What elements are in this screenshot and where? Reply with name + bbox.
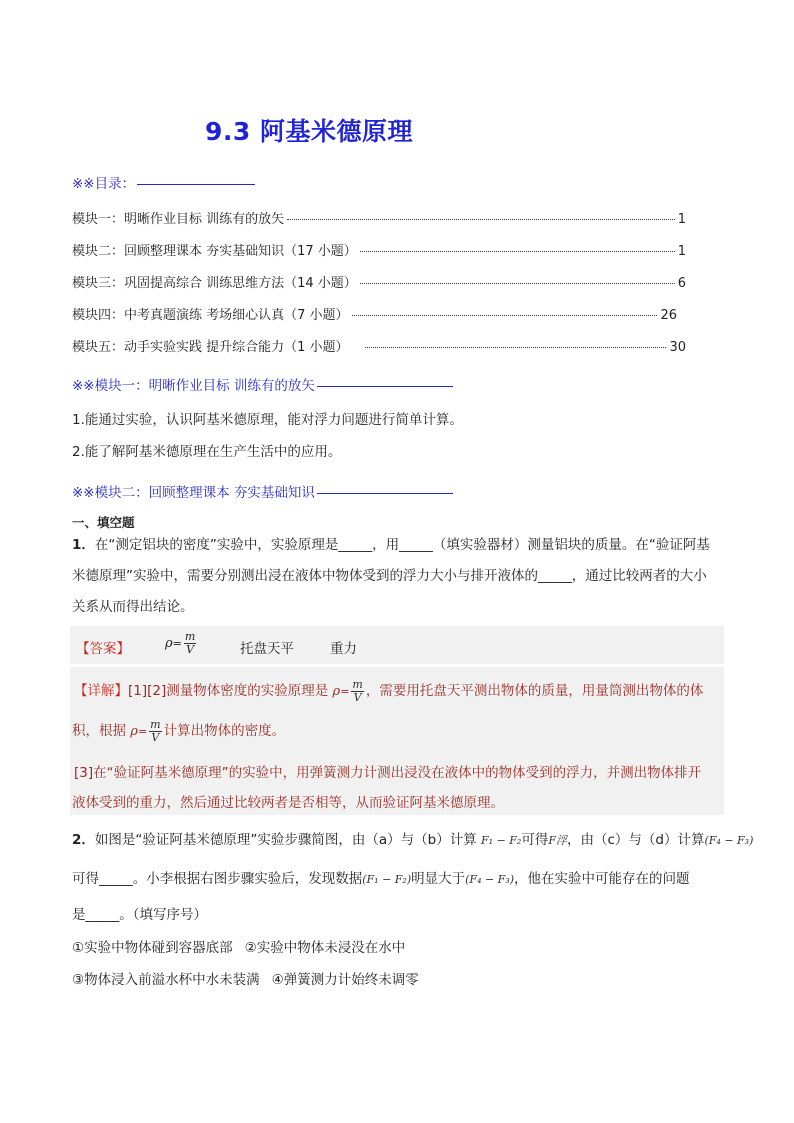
heading-rule <box>317 493 453 494</box>
goal-1: 1.能通过实验，认识阿基米德原理，能对浮力问题进行简单计算。 <box>72 412 463 428</box>
detail-formula: ρ= $\frac{m}{V}$ <box>130 718 161 744</box>
answer-2: 托盘天平 <box>240 641 294 657</box>
answer-box <box>70 626 724 664</box>
option-3: ③物体浸入前溢水杯中水未装满 <box>72 972 260 988</box>
dot-leader <box>287 219 675 220</box>
page-title: 9.3 阿基米德原理 <box>205 117 413 146</box>
goal-2: 2.能了解阿基米德原理在生产生活中的应用。 <box>72 444 342 460</box>
formula-f1-f2-paren: (F₁ − F₂) <box>362 873 412 886</box>
answer-formula: ρ= $\frac{m}{V}$ <box>165 630 196 656</box>
module2-heading: ※※模块二：回顾整理课本 夯实基础知识 <box>72 481 453 501</box>
detail-formula: ρ= $\frac{m}{V}$ <box>332 678 363 704</box>
formula-f4-f3-paren: (F₄ − F₃) <box>465 873 515 886</box>
answer-3: 重力 <box>330 641 357 657</box>
option-4: ④弹簧测力计始终未调零 <box>271 972 419 988</box>
question-1: 1．在“测定铝块的密度”实验中，实验原理是_____，用_____（填实验器材）测量铝块的质量。在“验证阿基 米德原理”实验中，需要分别测出浸在液体中物体受到的浮力大小与排开液体的_____，通过比较两者的大小 关系从而得出结论。 <box>72 537 710 615</box>
detail-line-4: 液体受到的重力，然后通过比较两者是否相等，从而验证阿基米德原理。 <box>72 795 504 811</box>
detail-line-3: [3]在“验证阿基米德原理”的实验中，用弹簧测力计测出浸没在液体中的物体受到的浮力，并测出物体排开 <box>74 765 702 781</box>
formula-f4-f3: (F₄ − F₃) <box>704 834 754 847</box>
question-2: 2．如图是“验证阿基米德原理”实验步骤简图，由（a）与（b）计算 F₁ − F₂可得F浮，由（c）与（d）计算(F₄ − F₃) 可得_____。小李根据右图步骤实验后，发现数据(F₁ − F₂)明显大于(F₄ − F₃)，他在实验中可能存在的问题 是_____。（填写序号） ①实验中物体碰到容器底部 ②实验中物体未浸没在水中 ③物体浸入前溢水杯中水未装满 ④弹簧测力计始终未调零 <box>72 832 754 988</box>
detail-line-2: 积，根据 ρ= $\frac{m}{V}$ 计算出物体的密度。 <box>72 718 286 744</box>
detail-label: 【详解】 <box>74 683 128 699</box>
option-1: ①实验中物体碰到容器底部 <box>72 940 233 956</box>
dot-leader <box>360 283 675 284</box>
toc-item-4[interactable]: 模块四：中考真题演练 考场细心认真（7 小题） 26 <box>72 308 677 323</box>
detail-box <box>70 667 724 815</box>
heading-rule <box>137 184 255 185</box>
toc-item-1[interactable]: 模块一：明晰作业目标 训练有的放矢 1 <box>72 212 686 227</box>
dot-leader <box>360 251 675 252</box>
module1-heading: ※※模块一：明晰作业目标 训练有的放矢 <box>72 374 453 394</box>
toc-item-3[interactable]: 模块三：巩固提高综合 训练思维方法（14 小题） 6 <box>72 276 686 291</box>
toc-heading: ※※目录： <box>72 172 255 192</box>
dot-leader <box>352 315 658 316</box>
dot-leader <box>365 347 667 348</box>
toc-item-2[interactable]: 模块二：回顾整理课本 夯实基础知识（17 小题） 1 <box>72 244 686 259</box>
option-2: ②实验中物体未浸没在水中 <box>244 940 406 956</box>
formula-f-buoyancy: F浮 <box>548 834 567 847</box>
heading-rule <box>317 386 453 387</box>
toc-item-5[interactable]: 模块五：动手实验实践 提升综合能力（1 小题） 30 <box>72 340 686 355</box>
question-number: 1． <box>72 537 95 553</box>
detail-line-1: 【详解】[1][2]测量物体密度的实验原理是 ρ= $\frac{m}{V}$ ，需要用托盘天平测出物体的质量，用量筒测出物体的体 <box>74 678 704 704</box>
formula-f1-f2: F₁ − F₂ <box>481 834 522 847</box>
section-fill-in: 一、填空题 <box>72 515 135 530</box>
question-number: 2． <box>72 832 95 848</box>
answer-label: 【答案】 <box>76 641 130 657</box>
